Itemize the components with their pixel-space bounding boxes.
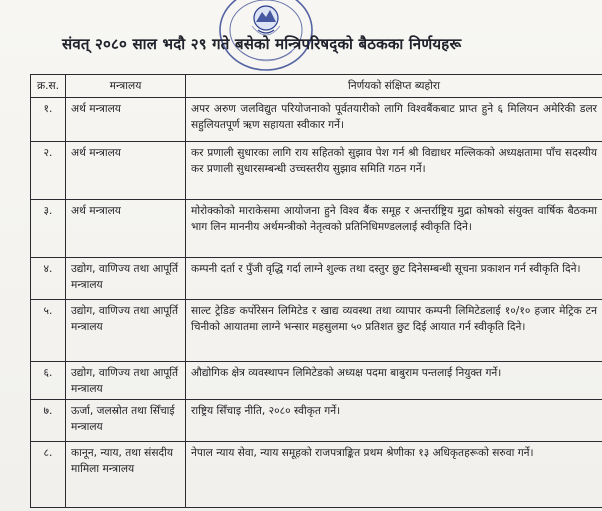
ministry-cell: कानून, न्याय, तथा संसदीय मामिला मन्त्रालय [66,442,186,508]
header-serial-number: क्र.स. [31,75,66,98]
header-ministry: मन्त्रालय [66,75,186,98]
ministry-cell: उद्योग, वाणिज्य तथा आपूर्ति मन्त्रालय [66,300,186,362]
decision-cell: साल्ट ट्रेडिङ कर्पोरेसन लिमिटेड र खाद्य व्यवस्था तथा व्यापार कम्पनी लिमिटेडलाई १०/१० हजार मेट्रिक टन चिनीको आयातमा लाग्ने भन्सार महसुलमा ५० प्रतिशत छुट दिई आयात गर्न स्वीकृति दिने। [186,300,602,362]
header-decision-summary: निर्णयको संक्षिप्त ब्यहोरा [186,75,602,98]
decision-cell: कम्पनी दर्ता र पुँजी वृद्धि गर्दा लाग्ने शुल्क तथा दस्तुर छुट दिनेसम्बन्धी सूचना प्रकाशन गर्न स्वीकृति दिने। [186,258,602,300]
decisions-table [30,74,602,508]
serial-number-cell: ८. [31,442,66,508]
serial-number-cell: १. [31,98,66,142]
serial-number-cell: २. [31,142,66,200]
table-row [31,200,602,258]
document-title: संवत् २०८० साल भदौ २९ गते बसेको मन्त्रिपरिषद्को बैठकका निर्णयहरू [62,35,462,53]
table-row [31,98,602,142]
ministry-cell: अर्थ मन्त्रालय [66,200,186,258]
serial-number-cell: ७. [31,400,66,442]
table-header-row [31,75,602,98]
serial-number-cell: ६. [31,362,66,400]
table-row [31,300,602,362]
table-row [31,142,602,200]
decision-cell: अपर अरुण जलविद्युत परियोजनाको पूर्वतयारीको लागि विश्वबैंकबाट प्राप्त हुने ६ मिलियन अमेरिकी डलर सहुलियतपूर्ण ऋण सहायता स्वीकार गर्ने। [186,98,602,142]
serial-number-cell: ३. [31,200,66,258]
ministry-cell: ऊर्जा, जलस्रोत तथा सिँचाई मन्त्रालय [66,400,186,442]
serial-number-cell: ५. [31,300,66,362]
decision-cell: राष्ट्रिय सिँचाइ नीति, २०८० स्वीकृत गर्ने। [186,400,602,442]
table-row [31,362,602,400]
decision-cell: औद्योगिक क्षेत्र व्यवस्थापन लिमिटेडको अध्यक्ष पदमा बाबुराम पन्तलाई नियुक्त गर्ने। [186,362,602,400]
ministry-cell: उद्योग, वाणिज्य तथा आपूर्ति मन्त्रालय [66,258,186,300]
decision-cell: कर प्रणाली सुधारका लागि राय सहितको सुझाव पेश गर्न श्री विद्याधर मल्लिकको अध्यक्षतामा पाँच सदस्यीय कर प्रणाली सुधारसम्बन्धी उच्चस्तरीय सुझाव समिति गठन गर्ने। [186,142,602,200]
table-row [31,258,602,300]
table-row [31,442,602,508]
ministry-cell: अर्थ मन्त्रालय [66,142,186,200]
decision-cell: मोरोक्कोको माराकेसमा आयोजना हुने विश्व बैंक समूह र अन्तर्राष्ट्रिय मुद्रा कोषको संयुक्त वार्षिक बैठकमा भाग लिन माननीय अर्थमन्त्रीको नेतृत्वको प्रतिनिधिमण्डललाई स्वीकृति दिने। [186,200,602,258]
decision-cell: नेपाल न्याय सेवा, न्याय समूहको राजपत्राङ्कित प्रथम श्रेणीका १३ अधिकृतहरूको सरुवा गर्ने। [186,442,602,508]
ministry-cell: अर्थ मन्त्रालय [66,98,186,142]
table-row [31,400,602,442]
ministry-cell: उद्योग, वाणिज्य तथा आपूर्ति मन्त्रालय [66,362,186,400]
serial-number-cell: ४. [31,258,66,300]
